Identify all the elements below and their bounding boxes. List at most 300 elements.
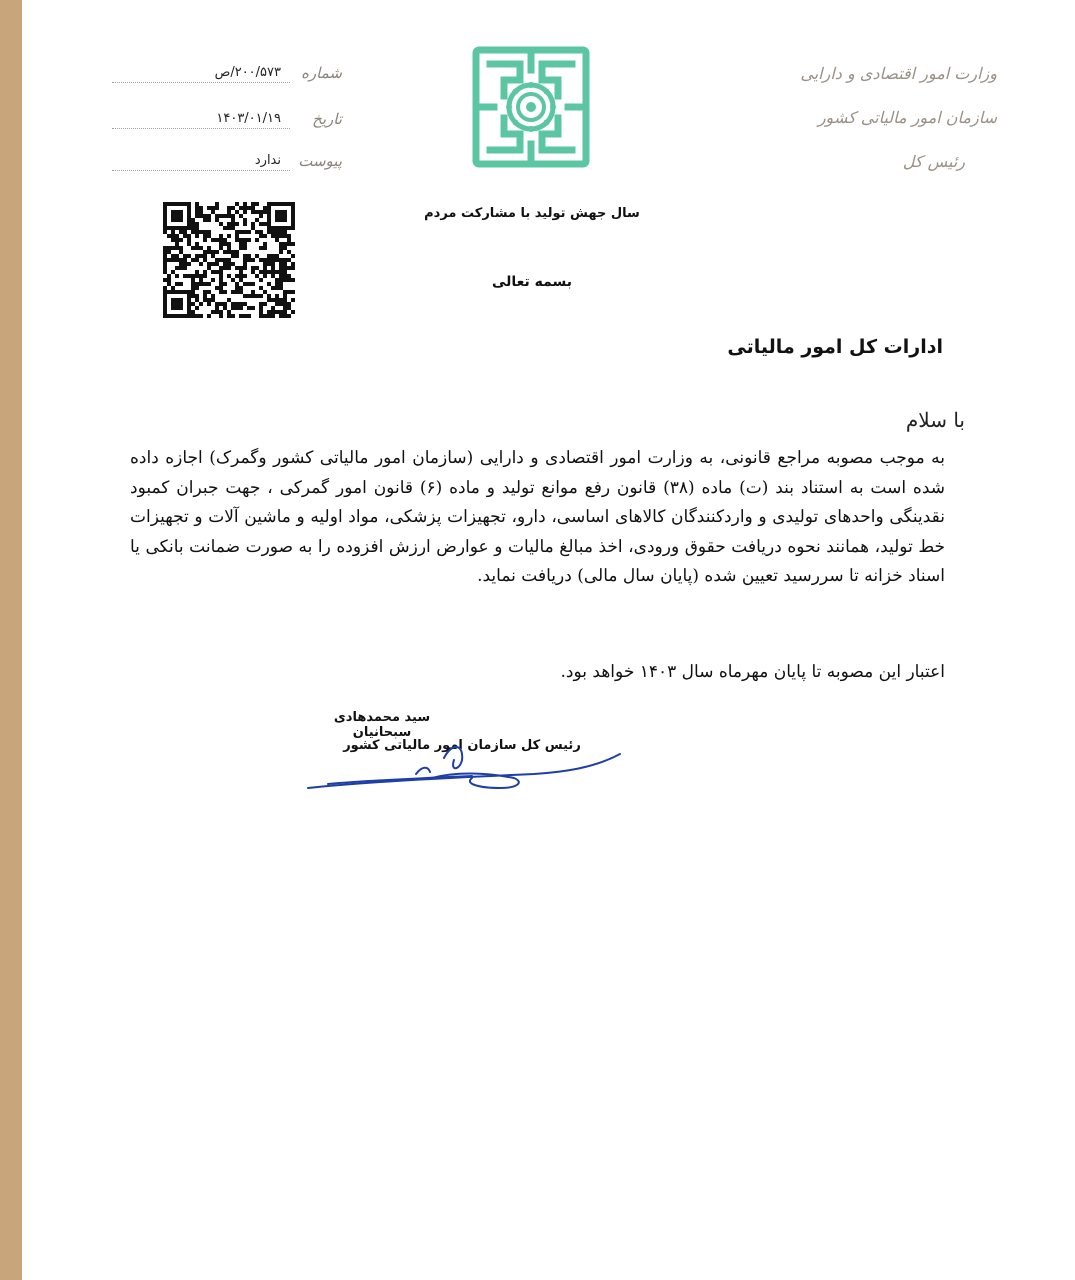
letter-date-label: تاریخ — [312, 110, 342, 128]
qr-module — [247, 294, 251, 298]
organization-name: سازمان امور مالیاتی کشور — [817, 108, 997, 127]
qr-module — [199, 214, 203, 218]
qr-module — [231, 218, 235, 222]
qr-module — [235, 286, 239, 290]
qr-module — [227, 222, 231, 226]
qr-module — [167, 226, 171, 230]
qr-module — [267, 270, 271, 274]
qr-module — [183, 262, 187, 266]
qr-module — [191, 222, 195, 226]
qr-module — [255, 230, 259, 234]
qr-module — [199, 254, 203, 258]
qr-module — [283, 210, 287, 214]
qr-module — [271, 306, 275, 310]
qr-module — [187, 214, 191, 218]
qr-module — [191, 294, 195, 298]
qr-module — [267, 202, 271, 206]
qr-module — [207, 234, 211, 238]
addressee: ادارات کل امور مالیاتی — [727, 336, 943, 358]
qr-module — [195, 202, 199, 206]
qr-module — [171, 290, 175, 294]
qr-module — [251, 222, 255, 226]
qr-module — [199, 230, 203, 234]
qr-module — [191, 246, 195, 250]
qr-module — [219, 270, 223, 274]
qr-module — [195, 234, 199, 238]
qr-module — [183, 226, 187, 230]
qr-module — [163, 270, 167, 274]
qr-module — [287, 258, 291, 262]
qr-module — [163, 286, 167, 290]
qr-module — [175, 218, 179, 222]
qr-module — [167, 234, 171, 238]
head-title: رئیس کل — [902, 152, 965, 171]
qr-module — [235, 306, 239, 310]
qr-module — [239, 246, 243, 250]
qr-module — [235, 210, 239, 214]
qr-module — [187, 218, 191, 222]
qr-module — [247, 258, 251, 262]
qr-module — [207, 246, 211, 250]
qr-module — [287, 274, 291, 278]
qr-module — [167, 278, 171, 282]
qr-module — [247, 254, 251, 258]
qr-module — [175, 274, 179, 278]
qr-module — [171, 210, 175, 214]
qr-module — [275, 282, 279, 286]
qr-module — [171, 234, 175, 238]
attachment-row — [112, 152, 342, 180]
qr-module — [203, 214, 207, 218]
qr-module — [191, 274, 195, 278]
qr-module — [183, 230, 187, 234]
qr-module — [239, 302, 243, 306]
qr-module — [175, 306, 179, 310]
qr-module — [283, 278, 287, 282]
qr-module — [255, 274, 259, 278]
letter-number-label: شماره — [301, 64, 342, 82]
qr-module — [235, 230, 239, 234]
qr-module — [163, 290, 167, 294]
qr-module — [191, 282, 195, 286]
qr-module — [263, 258, 267, 262]
qr-module — [263, 242, 267, 246]
qr-module — [175, 238, 179, 242]
qr-module — [235, 254, 239, 258]
qr-module — [187, 226, 191, 230]
qr-module — [227, 242, 231, 246]
qr-module — [223, 282, 227, 286]
qr-module — [283, 310, 287, 314]
qr-module — [175, 298, 179, 302]
bismillah-heading: بسمه تعالی — [491, 274, 573, 290]
qr-module — [291, 226, 295, 230]
qr-module — [175, 282, 179, 286]
qr-module — [267, 314, 271, 318]
qr-module — [175, 258, 179, 262]
qr-module — [203, 234, 207, 238]
qr-module — [187, 310, 191, 314]
qr-module — [287, 290, 291, 294]
qr-module — [231, 214, 235, 218]
qr-module — [283, 262, 287, 266]
qr-module — [263, 270, 267, 274]
qr-module — [291, 298, 295, 302]
qr-module — [283, 258, 287, 262]
qr-module — [247, 230, 251, 234]
qr-module — [287, 242, 291, 246]
attachment-label: پیوست — [298, 152, 342, 170]
qr-module — [211, 238, 215, 242]
qr-module — [279, 218, 283, 222]
qr-module — [251, 226, 255, 230]
qr-module — [219, 302, 223, 306]
qr-module — [243, 254, 247, 258]
qr-module — [275, 270, 279, 274]
qr-module — [255, 254, 259, 258]
qr-module — [279, 214, 283, 218]
qr-module — [203, 230, 207, 234]
qr-module — [219, 238, 223, 242]
qr-module — [215, 206, 219, 210]
qr-module — [279, 258, 283, 262]
qr-module — [283, 294, 287, 298]
qr-module — [223, 302, 227, 306]
qr-module — [223, 238, 227, 242]
qr-module — [251, 210, 255, 214]
qr-module — [279, 266, 283, 270]
qr-module — [219, 282, 223, 286]
qr-module — [275, 294, 279, 298]
qr-module — [171, 246, 175, 250]
qr-module — [287, 250, 291, 254]
qr-module — [179, 210, 183, 214]
qr-module — [187, 306, 191, 310]
qr-module — [215, 302, 219, 306]
qr-module — [211, 250, 215, 254]
qr-module — [255, 218, 259, 222]
attachment-value: ندارد — [252, 153, 284, 168]
qr-module — [167, 290, 171, 294]
qr-module — [271, 314, 275, 318]
qr-module — [191, 230, 195, 234]
dotted-line — [112, 82, 290, 83]
qr-module — [171, 302, 175, 306]
qr-module — [247, 306, 251, 310]
qr-module — [259, 286, 263, 290]
qr-module — [195, 314, 199, 318]
qr-module — [171, 202, 175, 206]
qr-module — [275, 278, 279, 282]
qr-module — [195, 206, 199, 210]
qr-module — [235, 234, 239, 238]
qr-module — [267, 210, 271, 214]
qr-module — [187, 294, 191, 298]
qr-module — [219, 258, 223, 262]
qr-module — [283, 246, 287, 250]
qr-module — [179, 282, 183, 286]
qr-module — [279, 302, 283, 306]
qr-module — [163, 266, 167, 270]
qr-module — [203, 250, 207, 254]
qr-module — [291, 290, 295, 294]
qr-module — [267, 214, 271, 218]
qr-module — [255, 266, 259, 270]
qr-module — [291, 266, 295, 270]
qr-module — [283, 274, 287, 278]
qr-module — [271, 262, 275, 266]
qr-module — [271, 202, 275, 206]
dotted-line — [112, 128, 290, 129]
qr-module — [291, 222, 295, 226]
qr-module — [191, 226, 195, 230]
qr-module — [215, 286, 219, 290]
qr-module — [167, 250, 171, 254]
qr-module — [291, 202, 295, 206]
qr-module — [263, 302, 267, 306]
qr-module — [175, 242, 179, 246]
qr-module — [187, 210, 191, 214]
qr-module — [259, 246, 263, 250]
qr-module — [199, 210, 203, 214]
qr-module — [191, 314, 195, 318]
qr-module — [239, 290, 243, 294]
qr-module — [223, 262, 227, 266]
qr-module — [263, 234, 267, 238]
qr-module — [163, 206, 167, 210]
qr-module — [219, 314, 223, 318]
qr-module — [259, 278, 263, 282]
qr-module — [175, 246, 179, 250]
qr-module — [203, 258, 207, 262]
qr-module — [275, 302, 279, 306]
qr-module — [199, 278, 203, 282]
qr-module — [231, 302, 235, 306]
qr-module — [239, 266, 243, 270]
qr-module — [207, 302, 211, 306]
qr-module — [207, 282, 211, 286]
qr-module — [215, 218, 219, 222]
qr-module — [163, 294, 167, 298]
qr-module — [271, 274, 275, 278]
qr-module — [227, 298, 231, 302]
qr-module — [263, 222, 267, 226]
qr-module — [231, 222, 235, 226]
qr-module — [267, 310, 271, 314]
qr-module — [227, 246, 231, 250]
qr-module — [243, 230, 247, 234]
qr-module — [207, 214, 211, 218]
qr-module — [207, 230, 211, 234]
qr-module — [179, 302, 183, 306]
qr-module — [195, 258, 199, 262]
qr-module — [259, 222, 263, 226]
qr-module — [243, 238, 247, 242]
qr-module — [279, 246, 283, 250]
qr-module — [251, 282, 255, 286]
qr-module — [231, 254, 235, 258]
qr-module — [251, 306, 255, 310]
qr-module — [179, 238, 183, 242]
qr-module — [291, 310, 295, 314]
qr-module — [247, 238, 251, 242]
qr-module — [219, 274, 223, 278]
qr-module — [243, 282, 247, 286]
qr-module — [283, 218, 287, 222]
qr-module — [207, 218, 211, 222]
qr-module — [191, 302, 195, 306]
qr-module — [227, 214, 231, 218]
qr-module — [239, 286, 243, 290]
qr-module — [175, 302, 179, 306]
qr-module — [187, 242, 191, 246]
qr-module — [183, 234, 187, 238]
qr-module — [167, 274, 171, 278]
page-edge-border — [0, 0, 22, 1280]
qr-module — [219, 214, 223, 218]
qr-module — [279, 278, 283, 282]
qr-module — [215, 214, 219, 218]
qr-module — [219, 266, 223, 270]
qr-module — [171, 218, 175, 222]
qr-module — [219, 310, 223, 314]
qr-module — [215, 258, 219, 262]
qr-module — [183, 314, 187, 318]
qr-module — [163, 298, 167, 302]
qr-module — [191, 286, 195, 290]
qr-module — [227, 314, 231, 318]
qr-module — [243, 202, 247, 206]
qr-module — [275, 214, 279, 218]
qr-module — [163, 226, 167, 230]
qr-module — [291, 254, 295, 258]
qr-module — [239, 242, 243, 246]
qr-module — [227, 266, 231, 270]
qr-module — [227, 210, 231, 214]
qr-module — [259, 214, 263, 218]
qr-module — [239, 274, 243, 278]
qr-module — [279, 286, 283, 290]
qr-module — [275, 310, 279, 314]
qr-module — [163, 302, 167, 306]
qr-module — [203, 274, 207, 278]
qr-module — [167, 314, 171, 318]
qr-module — [199, 314, 203, 318]
qr-module — [187, 254, 191, 258]
qr-module — [275, 238, 279, 242]
qr-module — [175, 254, 179, 258]
qr-module — [279, 202, 283, 206]
qr-module — [167, 282, 171, 286]
qr-module — [223, 266, 227, 270]
qr-module — [171, 254, 175, 258]
qr-module — [223, 306, 227, 310]
qr-module — [251, 206, 255, 210]
qr-module — [291, 262, 295, 266]
qr-module — [287, 202, 291, 206]
qr-module — [267, 298, 271, 302]
qr-module — [227, 310, 231, 314]
qr-module — [263, 290, 267, 294]
qr-module — [259, 270, 263, 274]
qr-module — [243, 222, 247, 226]
qr-module — [183, 290, 187, 294]
qr-module — [227, 274, 231, 278]
qr-module — [223, 214, 227, 218]
qr-module — [231, 314, 235, 318]
qr-module — [195, 222, 199, 226]
qr-module — [199, 246, 203, 250]
qr-module — [163, 306, 167, 310]
qr-module — [163, 314, 167, 318]
qr-module — [255, 210, 259, 214]
qr-module — [283, 306, 287, 310]
qr-module — [215, 270, 219, 274]
qr-module — [259, 230, 263, 234]
qr-module — [267, 206, 271, 210]
qr-module — [259, 210, 263, 214]
qr-module — [163, 258, 167, 262]
qr-module — [187, 302, 191, 306]
qr-module — [247, 282, 251, 286]
letter-body: به موجب مصوبه مراجع قانونی، به وزارت امور اقتصادی و دارایی (سازمان امور مالیاتی کشور وگمرک) اجازه داده شده است به استناد بند (ت) ماده (۳۸) قانون رفع موانع تولید و ماده (۶) قانون امور گمرکی ، جهت جبران کمبود نقدینگی واحدهای تولیدی و واردکنندگان کالاهای اساسی، دارو، تجهیزات پزشکی، مواد اولیه و ماشین آلات و تجهیزات خط تولید، همانند نحوه دریافت حقوق ورودی، اخذ مبالغ مالیات و عوارض ارزش افزوده را به صورت ضمانت بانکی یا اسناد خزانه تا سررسید تعیین شده (پایان سال مالی) دریافت نماید. — [130, 448, 945, 586]
qr-module — [227, 258, 231, 262]
qr-module — [271, 310, 275, 314]
qr-module — [243, 262, 247, 266]
qr-module — [231, 278, 235, 282]
qr-module — [207, 266, 211, 270]
qr-module — [199, 262, 203, 266]
qr-module — [275, 254, 279, 258]
qr-module — [231, 226, 235, 230]
qr-module — [203, 254, 207, 258]
qr-module — [271, 226, 275, 230]
qr-module — [219, 278, 223, 282]
qr-module — [259, 234, 263, 238]
qr-module — [279, 226, 283, 230]
qr-module — [243, 274, 247, 278]
qr-module — [283, 270, 287, 274]
qr-module — [263, 314, 267, 318]
letter-page — [22, 0, 1075, 1280]
qr-module — [251, 270, 255, 274]
qr-module — [227, 206, 231, 210]
qr-module — [271, 254, 275, 258]
qr-module — [179, 290, 183, 294]
qr-module — [243, 258, 247, 262]
qr-module — [231, 306, 235, 310]
qr-module — [163, 210, 167, 214]
qr-module — [235, 202, 239, 206]
qr-module — [179, 214, 183, 218]
qr-module — [195, 242, 199, 246]
qr-module — [283, 266, 287, 270]
qr-module — [207, 262, 211, 266]
qr-module — [191, 218, 195, 222]
qr-module — [207, 314, 211, 318]
qr-module — [255, 294, 259, 298]
qr-module — [291, 278, 295, 282]
qr-module — [215, 238, 219, 242]
qr-module — [243, 206, 247, 210]
qr-module — [211, 270, 215, 274]
qr-module — [199, 302, 203, 306]
letter-date-row — [112, 110, 342, 138]
qr-module — [267, 262, 271, 266]
qr-module — [219, 234, 223, 238]
qr-module — [255, 202, 259, 206]
qr-module — [283, 314, 287, 318]
